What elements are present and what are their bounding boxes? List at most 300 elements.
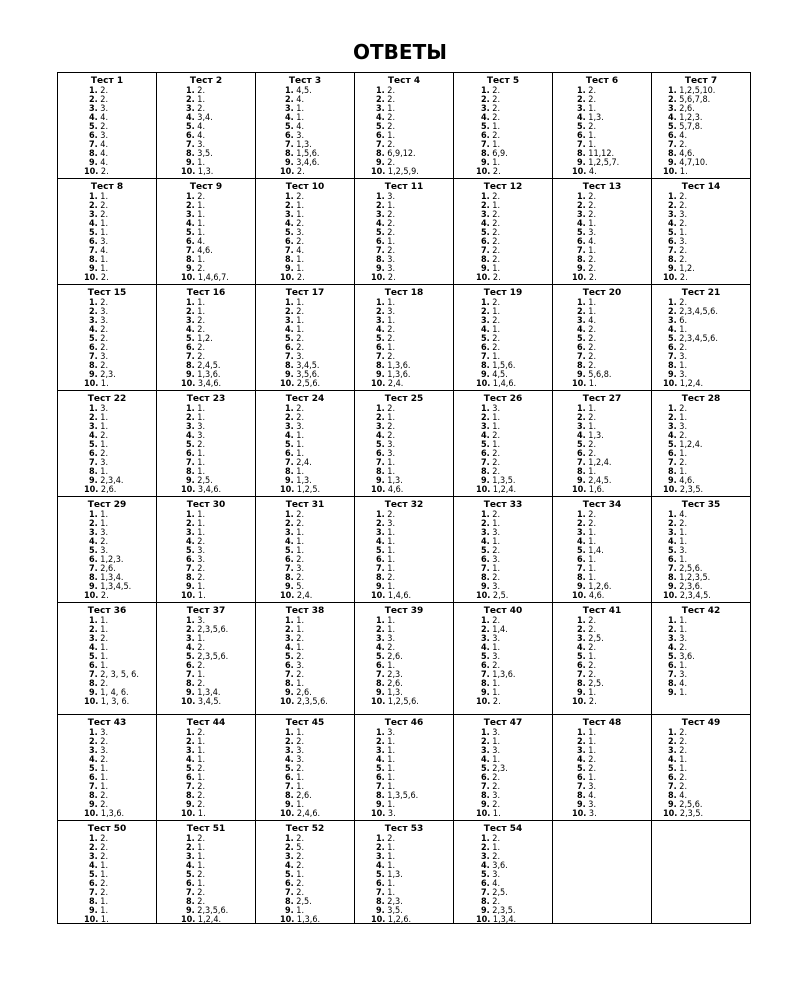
answer-value: 2.	[679, 431, 688, 441]
answer-list	[181, 728, 255, 819]
answer-value: 4.	[100, 246, 109, 256]
answer-value: 2,5,6.	[679, 564, 703, 574]
answer-list	[280, 728, 354, 819]
answer-value: 1.	[387, 661, 396, 671]
answer-value: 1.	[100, 510, 109, 520]
answer-value: 2.	[197, 870, 206, 880]
answer-item	[476, 380, 552, 389]
answer-value: 1,4.	[588, 546, 604, 556]
question-number: 9.	[285, 370, 294, 380]
question-number: 7.	[376, 246, 385, 256]
answer-value: 3.	[492, 404, 501, 414]
answer-value: 2.	[588, 449, 597, 459]
question-number: 10.	[280, 591, 295, 601]
answer-value: 1,2,3.	[100, 555, 124, 565]
answer-item	[663, 168, 750, 177]
test-title: Тест 46	[384, 718, 424, 728]
question-number: 5.	[668, 334, 677, 344]
answer-value: 1.	[100, 915, 109, 923]
question-number: 2.	[89, 95, 98, 105]
answer-value: 1.	[387, 343, 396, 353]
question-number: 4.	[285, 431, 294, 441]
question-number: 10.	[572, 379, 587, 389]
test-title: Тест 36	[87, 606, 127, 616]
question-number: 2.	[285, 843, 294, 853]
answer-value: 2,6.	[100, 564, 116, 574]
answer-value: 4.	[197, 237, 206, 247]
answer-value: 3.	[492, 634, 501, 644]
answer-value: 1,3.	[387, 688, 403, 698]
answer-value: 1.	[296, 679, 305, 689]
answer-list	[572, 298, 651, 389]
question-number: 9.	[285, 906, 294, 916]
answer-value: 2.	[387, 158, 396, 168]
answer-value: 1,5,6.	[492, 361, 516, 371]
answer-value: 1.	[588, 307, 597, 317]
answer-value: 2.	[296, 652, 305, 662]
answer-value: 2,3,4,5,6.	[679, 307, 718, 317]
answer-item	[572, 486, 651, 495]
answer-value: 1.	[679, 361, 688, 371]
question-number: 5.	[481, 440, 490, 450]
test-title: Тест 15	[87, 288, 127, 298]
answer-cell	[58, 73, 157, 179]
answer-item	[476, 592, 552, 601]
question-number: 6.	[285, 343, 294, 353]
question-number: 8.	[376, 573, 385, 583]
test-title: Тест 25	[384, 394, 424, 404]
answer-value: 1.	[588, 773, 597, 783]
question-number: 2.	[481, 95, 490, 105]
question-number: 5.	[577, 334, 586, 344]
answer-value: 1.	[679, 688, 688, 698]
question-number: 10.	[280, 809, 295, 819]
answer-value: 2.	[679, 140, 688, 150]
question-number: 2.	[186, 737, 195, 747]
answer-value: 1,2,3.	[679, 113, 703, 123]
answer-value: 1,3,4.	[100, 573, 124, 583]
answer-value: 2.	[387, 334, 396, 344]
answer-value: 1.	[492, 519, 501, 529]
answer-value: 3.	[387, 809, 396, 819]
answer-value: 3,4,5.	[197, 697, 222, 707]
question-number: 5.	[89, 546, 98, 556]
answer-value: 4.	[588, 316, 597, 326]
answer-list	[476, 86, 552, 177]
answer-value: 1.	[387, 413, 396, 423]
test-title: Тест 37	[186, 606, 226, 616]
answer-value: 3.	[197, 431, 206, 441]
answer-cell	[553, 285, 652, 391]
question-number: 4.	[668, 537, 677, 547]
question-number: 9.	[668, 688, 677, 698]
question-number: 1.	[186, 834, 195, 844]
question-number: 4.	[577, 643, 586, 653]
answer-cell	[157, 497, 256, 603]
answer-value: 1.	[387, 764, 396, 774]
question-number: 7.	[186, 140, 195, 150]
question-number: 1.	[577, 728, 586, 738]
answer-value: 6.	[679, 316, 688, 326]
question-number: 8.	[577, 467, 586, 477]
answer-value: 2.	[679, 219, 688, 229]
answer-value: 2.	[296, 404, 305, 414]
answer-value: 2.	[100, 791, 109, 801]
question-number: 1.	[89, 404, 98, 414]
answer-list	[668, 617, 750, 698]
answer-value: 2.	[492, 343, 501, 353]
question-number: 5.	[481, 334, 490, 344]
question-number: 3.	[376, 210, 385, 220]
question-number: 8.	[668, 149, 677, 159]
answer-value: 2.	[100, 537, 109, 547]
test-title: Тест 4	[387, 76, 421, 86]
answer-value: 3.	[296, 228, 305, 238]
question-number: 6.	[376, 343, 385, 353]
test-title: Тест 2	[189, 76, 223, 86]
answer-value: 2.	[492, 616, 501, 626]
test-title: Тест 26	[483, 394, 523, 404]
answer-item	[84, 916, 156, 923]
question-number: 10.	[181, 915, 196, 923]
question-number: 8.	[285, 897, 294, 907]
answer-value: 1.	[296, 728, 305, 738]
question-number: 8.	[376, 255, 385, 265]
answer-value: 3.	[296, 131, 305, 141]
answer-value: 2.	[492, 237, 501, 247]
answer-cell	[454, 821, 553, 923]
question-number: 2.	[89, 737, 98, 747]
question-number: 2.	[577, 307, 586, 317]
answer-value: 1.	[588, 555, 597, 565]
answer-value: 1.	[492, 679, 501, 689]
question-number: 1.	[376, 192, 385, 202]
question-number: 5.	[285, 764, 294, 774]
question-number: 6.	[89, 879, 98, 889]
question-number: 5.	[481, 764, 490, 774]
question-number: 2.	[285, 201, 294, 211]
question-number: 4.	[668, 113, 677, 123]
answer-value: 2.	[296, 519, 305, 529]
question-number: 5.	[186, 546, 195, 556]
question-number: 6.	[89, 661, 98, 671]
question-number: 3.	[285, 104, 294, 114]
answer-value: 3.	[387, 728, 396, 738]
question-number: 3.	[186, 210, 195, 220]
question-number: 8.	[376, 149, 385, 159]
question-number: 5.	[668, 652, 677, 662]
test-title: Тест 29	[87, 500, 127, 510]
answer-list	[663, 728, 750, 819]
answer-value: 1.	[296, 104, 305, 114]
question-number: 1.	[285, 298, 294, 308]
test-title: Тест 44	[186, 718, 226, 728]
question-number: 8.	[577, 791, 586, 801]
question-number: 2.	[577, 413, 586, 423]
question-number: 6.	[89, 449, 98, 459]
answer-value: 2.	[296, 888, 305, 898]
answer-list	[84, 298, 156, 389]
question-number: 7.	[89, 888, 98, 898]
answer-value: 11,12.	[588, 149, 615, 159]
question-number: 4.	[285, 755, 294, 765]
answer-value: 2.	[387, 140, 396, 150]
answer-value: 2.	[679, 298, 688, 308]
question-number: 9.	[89, 688, 98, 698]
answer-value: 1,3,6.	[296, 915, 321, 923]
answer-value: 3,4,5.	[296, 361, 320, 371]
answer-cell	[355, 391, 454, 497]
question-number: 4.	[89, 861, 98, 871]
page-title: ОТВЕТЫ	[353, 40, 447, 64]
question-number: 1.	[285, 192, 294, 202]
question-number: 10.	[476, 697, 491, 707]
question-number: 8.	[89, 467, 98, 477]
question-number: 4.	[376, 219, 385, 229]
answer-value: 1.	[492, 307, 501, 317]
test-title: Тест 52	[285, 824, 325, 834]
answer-value: 1.	[197, 255, 206, 265]
question-number: 7.	[89, 782, 98, 792]
answer-value: 1,4,6,7.	[197, 273, 229, 283]
test-title: Тест 5	[486, 76, 520, 86]
answer-value: 3.	[197, 555, 206, 565]
answer-value: 2,5.	[588, 634, 604, 644]
question-number: 5.	[285, 870, 294, 880]
answer-list	[371, 298, 453, 389]
answer-value: 4.	[679, 679, 688, 689]
answer-value: 2.	[588, 670, 597, 680]
answer-cell	[256, 285, 355, 391]
answer-value: 1,5,6.	[296, 149, 320, 159]
question-number: 3.	[376, 528, 385, 538]
test-title: Тест 7	[684, 76, 718, 86]
answer-value: 2.	[100, 431, 109, 441]
answer-item	[280, 810, 354, 819]
question-number: 10.	[476, 485, 491, 495]
question-number: 7.	[376, 782, 385, 792]
answer-value: 3.	[296, 755, 305, 765]
answer-value: 1.	[588, 737, 597, 747]
question-number: 6.	[89, 555, 98, 565]
answer-value: 2.	[492, 510, 501, 520]
answer-value: 1,2,4.	[679, 379, 704, 389]
question-number: 3.	[285, 422, 294, 432]
question-number: 6.	[668, 773, 677, 783]
answer-value: 2.	[588, 264, 597, 274]
answer-value: 2.	[197, 264, 206, 274]
test-title: Тест 30	[186, 500, 226, 510]
question-number: 7.	[376, 564, 385, 574]
answer-item	[572, 274, 651, 283]
test-title: Тест 34	[582, 500, 622, 510]
answer-value: 4.	[296, 246, 305, 256]
question-number: 2.	[186, 519, 195, 529]
question-number: 2.	[285, 519, 294, 529]
answer-value: 2.	[679, 192, 688, 202]
question-number: 3.	[577, 210, 586, 220]
question-number: 9.	[376, 800, 385, 810]
question-number: 6.	[285, 449, 294, 459]
answer-value: 2,3,4.	[100, 476, 124, 486]
answer-value: 2.	[197, 537, 206, 547]
answer-value: 2.	[588, 86, 597, 96]
answer-value: 3.	[100, 546, 109, 556]
answer-value: 3.	[296, 661, 305, 671]
question-number: 1.	[186, 86, 195, 96]
question-number: 5.	[481, 122, 490, 132]
answer-item	[572, 698, 651, 707]
question-number: 5.	[89, 334, 98, 344]
question-number: 7.	[285, 352, 294, 362]
answer-value: 1.	[588, 564, 597, 574]
answer-value: 1.	[100, 467, 109, 477]
test-title: Тест 38	[285, 606, 325, 616]
test-title: Тест 43	[87, 718, 127, 728]
test-title: Тест 14	[681, 182, 721, 192]
test-title: Тест 41	[582, 606, 622, 616]
answer-list	[280, 298, 354, 389]
answer-value: 1.	[197, 298, 206, 308]
answer-value: 4,7,10.	[679, 158, 708, 168]
question-number: 1.	[89, 510, 98, 520]
answer-list	[84, 192, 156, 283]
question-number: 1.	[577, 298, 586, 308]
question-number: 10.	[181, 167, 196, 177]
answer-value: 2,5.	[588, 679, 604, 689]
question-number: 1.	[376, 728, 385, 738]
question-number: 6.	[186, 773, 195, 783]
answer-value: 2.	[588, 334, 597, 344]
question-number: 6.	[577, 131, 586, 141]
answer-item	[84, 698, 156, 707]
answer-value: 2.	[588, 697, 597, 707]
answer-value: 1.	[100, 661, 109, 671]
answer-value: 1.	[100, 616, 109, 626]
test-title: Тест 20	[582, 288, 622, 298]
answer-value: 1.	[679, 537, 688, 547]
answer-value: 3.	[492, 652, 501, 662]
test-title: Тест 1	[90, 76, 124, 86]
answer-value: 2.	[588, 343, 597, 353]
question-number: 1.	[186, 728, 195, 738]
answer-value: 1.	[100, 440, 109, 450]
answer-value: 2.	[492, 773, 501, 783]
question-number: 4.	[186, 537, 195, 547]
question-number: 1.	[668, 298, 677, 308]
answer-value: 4.	[679, 510, 688, 520]
answer-value: 3.	[588, 800, 597, 810]
question-number: 7.	[668, 670, 677, 680]
question-number: 6.	[481, 555, 490, 565]
answer-value: 2.	[387, 510, 396, 520]
question-number: 3.	[481, 210, 490, 220]
answer-value: 2.	[492, 298, 501, 308]
question-number: 9.	[481, 158, 490, 168]
answer-value: 1.	[296, 537, 305, 547]
answer-value: 4.	[588, 167, 597, 177]
answer-value: 1.	[588, 528, 597, 538]
question-number: 9.	[89, 906, 98, 916]
answer-value: 2.	[296, 555, 305, 565]
answer-value: 2,3.	[100, 370, 116, 380]
question-number: 1.	[481, 192, 490, 202]
question-number: 4.	[89, 325, 98, 335]
question-number: 8.	[481, 467, 490, 477]
empty-cell	[553, 821, 652, 923]
answer-value: 1,2,4.	[679, 440, 703, 450]
question-number: 8.	[186, 149, 195, 159]
question-number: 3.	[577, 528, 586, 538]
question-number: 8.	[89, 679, 98, 689]
answer-value: 1.	[387, 537, 396, 547]
question-number: 2.	[577, 737, 586, 747]
question-number: 4.	[285, 643, 294, 653]
question-number: 10.	[84, 591, 99, 601]
answer-value: 1,4,6.	[492, 379, 517, 389]
question-number: 6.	[186, 131, 195, 141]
answer-value: 3.	[100, 237, 109, 247]
answer-value: 2.	[296, 834, 305, 844]
question-number: 4.	[481, 219, 490, 229]
answer-list	[476, 404, 552, 495]
answer-value: 2.	[100, 210, 109, 220]
question-number: 3.	[376, 316, 385, 326]
question-number: 3.	[668, 746, 677, 756]
answer-value: 2.	[296, 879, 305, 889]
question-number: 2.	[577, 519, 586, 529]
answer-value: 1.	[679, 467, 688, 477]
answer-value: 3.	[100, 528, 109, 538]
answer-value: 2,4,5.	[588, 476, 612, 486]
question-number: 4.	[481, 755, 490, 765]
test-title: Тест 6	[585, 76, 619, 86]
answer-value: 2,3,5.	[679, 485, 704, 495]
answer-list	[84, 834, 156, 923]
answer-cell	[58, 285, 157, 391]
question-number: 2.	[376, 307, 385, 317]
question-number: 6.	[481, 879, 490, 889]
question-number: 6.	[285, 879, 294, 889]
answer-value: 1.	[492, 122, 501, 132]
question-number: 1.	[668, 616, 677, 626]
answer-value: 3,4,6.	[197, 379, 222, 389]
test-title: Тест 40	[483, 606, 523, 616]
answer-value: 2.	[387, 273, 396, 283]
question-number: 5.	[186, 122, 195, 132]
question-number: 2.	[89, 413, 98, 423]
answer-value: 1,3.	[387, 476, 403, 486]
answer-item	[181, 810, 255, 819]
answer-item	[572, 168, 651, 177]
answer-item	[84, 486, 156, 495]
answer-value: 4.	[100, 140, 109, 150]
answer-item	[84, 592, 156, 601]
answer-value: 1.	[387, 773, 396, 783]
question-number: 8.	[376, 467, 385, 477]
question-number: 2.	[481, 413, 490, 423]
answer-value: 1.	[492, 755, 501, 765]
answer-value: 2.	[387, 122, 396, 132]
answer-value: 2.	[100, 755, 109, 765]
answer-value: 2.	[679, 343, 688, 353]
question-number: 9.	[89, 158, 98, 168]
answer-value: 2.	[588, 273, 597, 283]
answer-value: 6,9,12.	[387, 149, 416, 159]
answer-value: 2.	[100, 298, 109, 308]
question-number: 7.	[376, 140, 385, 150]
question-number: 2.	[668, 413, 677, 423]
